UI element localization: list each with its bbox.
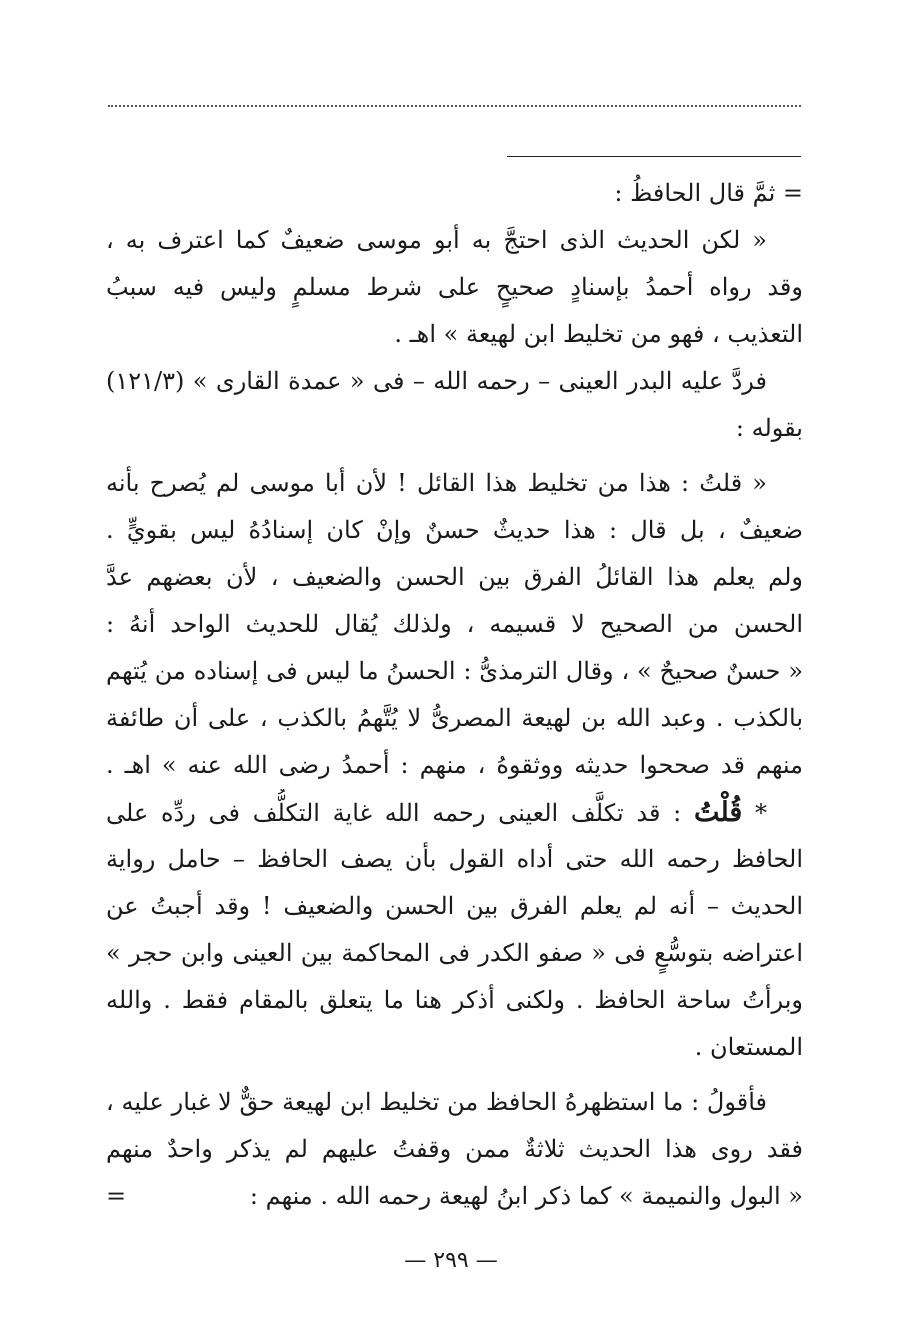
text-line: فأقولُ : ما استظهرهُ الحافظ من تخليط ابن لهيعة حقٌّ لا غبار عليه ، bbox=[106, 1088, 767, 1116]
text-line: بقوله : bbox=[735, 414, 803, 442]
text-line: فقد روى هذا الحديث ثلاثةٌ ممن وقفتُ عليهم لم يذكر واحدٌ منهم bbox=[106, 1135, 803, 1163]
text-line: الحسن من الصحيح لا قسيمه ، ولذلك يُقال للحديث الواحد أنهُ : bbox=[106, 610, 803, 638]
page-number: — ٢٩٩ — bbox=[404, 1248, 498, 1273]
emphasis-word: قُلْتُ bbox=[693, 797, 743, 828]
text-line: ولم يعلم هذا القائلُ الفرق بين الحسن والضعيف ، لأن بعضهم عدَّ bbox=[106, 563, 803, 591]
continuation-rule bbox=[507, 156, 801, 157]
text-line: فردَّ عليه البدر العينى – رحمه الله – فى « عمدة القارى » (١٢١/٣) bbox=[106, 367, 767, 395]
text-line: « قلتُ : هذا من تخليط هذا القائل ! لأن أبا موسى لم يُصرح بأنه bbox=[106, 469, 767, 497]
text-line: * قُلْتُ : قد تكلَّف العينى رحمه الله غاية التكلُّف فى ردِّه على bbox=[106, 797, 768, 828]
text-line: ضعيفٌ ، بل قال : هذا حديثٌ حسنٌ وإنْ كان إسنادُهُ ليس بقويٍّ . bbox=[106, 516, 803, 544]
text-line: المستعان . bbox=[694, 1033, 803, 1061]
text-line: منهم قد صححوا حديثه ووثقوهُ ، منهم : أحمدُ رضى الله عنه » اهـ . bbox=[106, 751, 803, 779]
text-line: بالكذب . وعبد الله بن لهيعة المصرىُّ لا يُتَّهمُ بالكذب ، على أن طائفة bbox=[106, 704, 803, 732]
text-line: الحافظ رحمه الله حتى أداه القول بأن يصف الحافظ – حامل رواية bbox=[106, 845, 803, 873]
text-line: وقد رواه أحمدُ بإسنادٍ صحيحٍ على شرط مسلمٍ وليس فيه سببُ bbox=[106, 273, 803, 301]
text-line: التعذيب ، فهو من تخليط ابن لهيعة » اهـ . bbox=[394, 320, 803, 348]
text-line: الحديث – أنه لم يعلم الفرق بين الحسن والضعيف ! وقد أجبتُ عن bbox=[106, 892, 803, 920]
main-text bbox=[106, 170, 803, 1220]
header-dotted-rule bbox=[108, 105, 801, 107]
text-line: اعتراضه بتوسُّعٍ فى « صفو الكدر فى المحاكمة بين العينى وابن حجر » bbox=[106, 939, 803, 967]
paragraph-gap bbox=[106, 1071, 803, 1079]
continuation-marker: = bbox=[106, 1182, 127, 1210]
paragraph-gap bbox=[106, 452, 803, 460]
text-line: = ثمَّ قال الحافظُ : bbox=[614, 179, 803, 207]
text-line: وبرأتُ ساحة الحافظ . ولكنى أذكر هنا ما يتعلق بالمقام فقط . والله bbox=[106, 986, 803, 1014]
text-line: « البول والنميمة » كما ذكر ابنُ لهيعة رحمه الله . منهم : bbox=[249, 1182, 803, 1210]
text-line: « حسنٌ صحيحٌ » ، وقال الترمذىُّ : الحسنُ ما ليس فى إسناده من يُتهم bbox=[106, 657, 803, 685]
text-line: « لكن الحديث الذى احتجَّ به أبو موسى ضعيفٌ كما اعترف به ، bbox=[106, 226, 767, 254]
final-line bbox=[106, 1173, 803, 1220]
